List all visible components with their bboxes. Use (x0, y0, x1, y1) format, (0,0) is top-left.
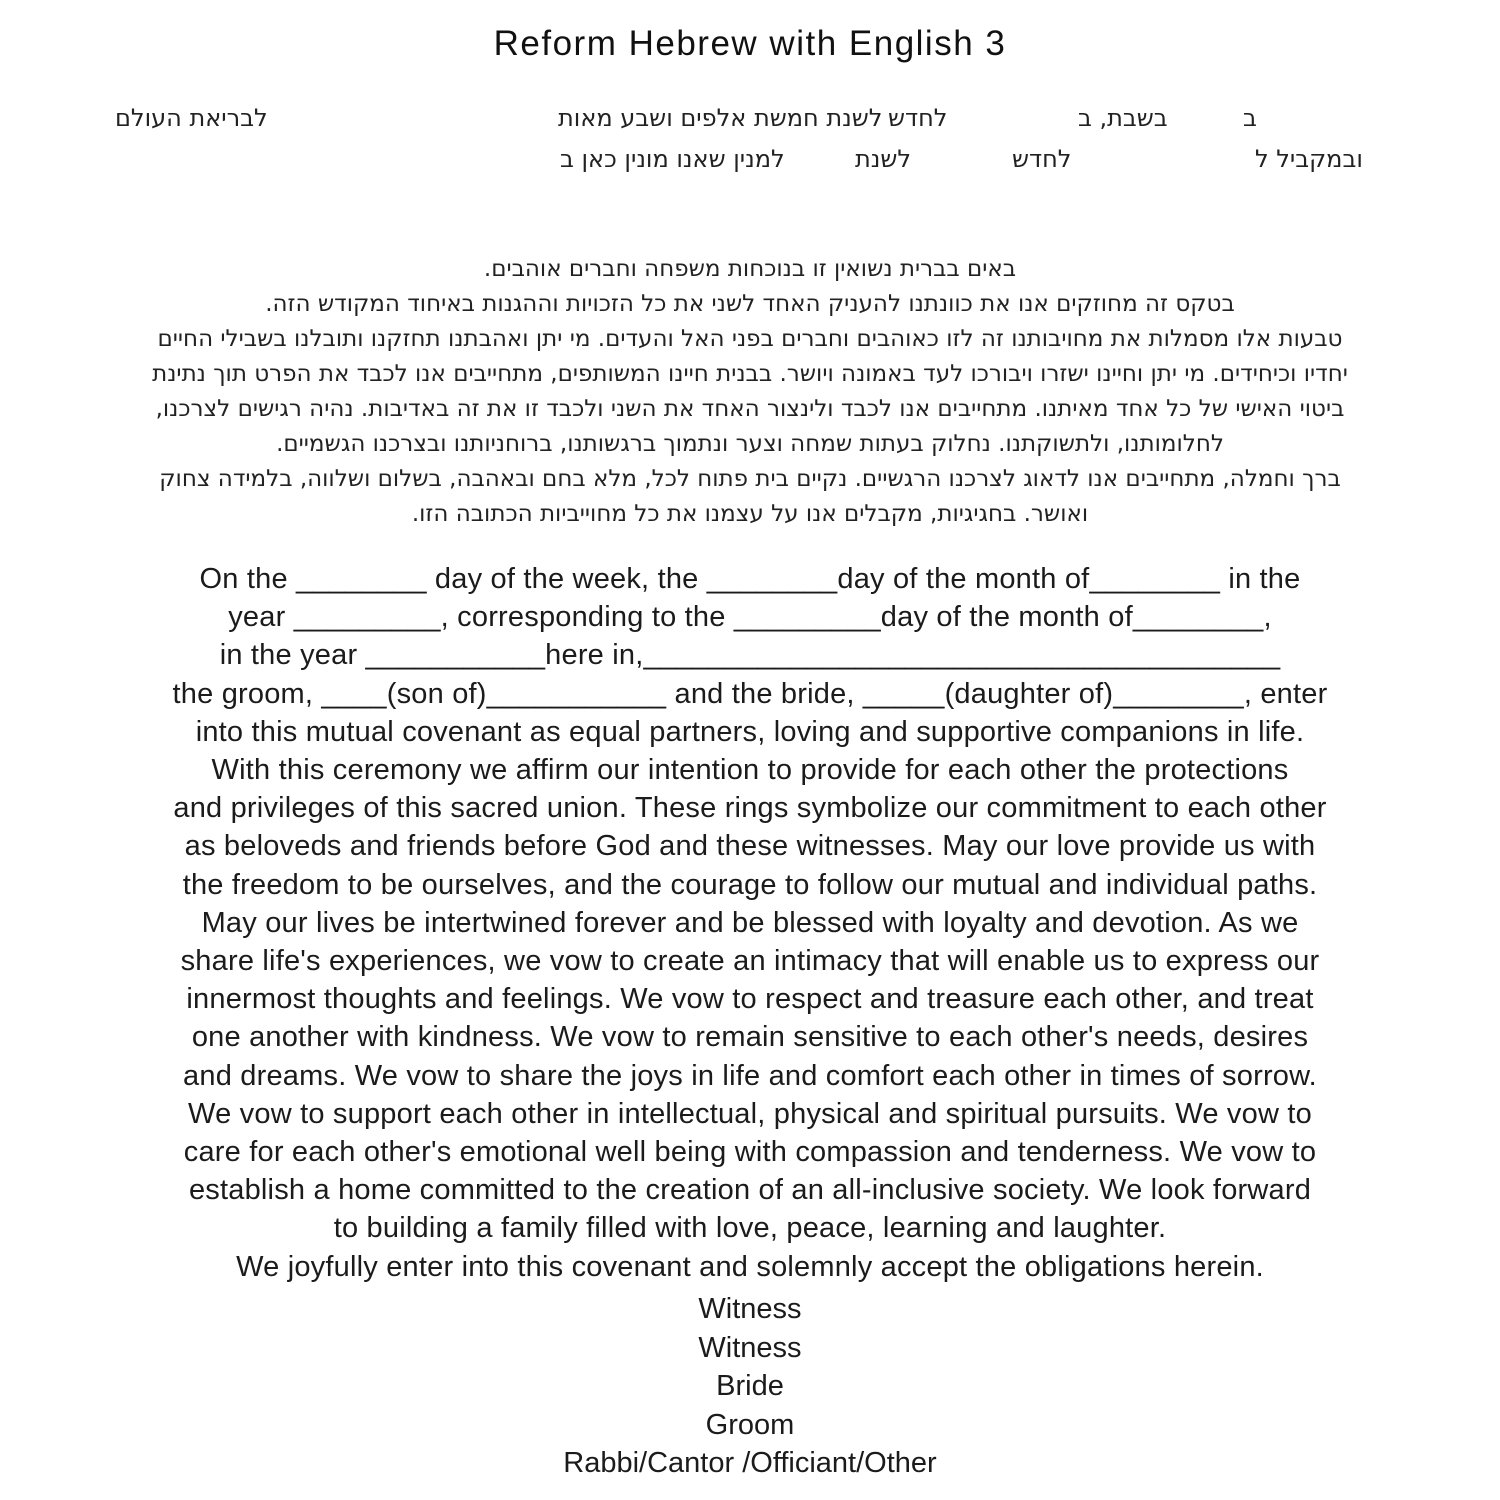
hebrew-text-line: ואושר. בחגיגיות, מקבלים אנו על עצמנו את כל מחוייביות הכתובה הזו. (411, 501, 1089, 527)
english-text-line: as beloveds and friends before God and these witnesses. May our love provide us with (184, 830, 1316, 863)
english-text-line: the groom, ____(son of)___________ and the bride, _____(daughter of)________, enter (172, 677, 1328, 710)
signature-label-bride: Bride (716, 1370, 784, 1403)
english-text-line: share life's experiences, we vow to create an intimacy that will enable us to express our (180, 945, 1320, 978)
english-text-line: the freedom to be ourselves, and the courage to follow our mutual and individual paths. (182, 868, 1318, 901)
english-text-line: We vow to support each other in intellectual, physical and spiritual pursuits. We vow to (188, 1097, 1312, 1130)
signature-label-officiant: Rabbi/Cantor /Officiant/Other (563, 1447, 937, 1480)
hebrew-text-line: ברך וחמלה, מתחייבים אנו לדאוג לצרכנו הרגשיים. נקיים בית פתוח לכל, מלא בחם ובאהבה, בשלום ושלווה, בלמידה צחוק (159, 466, 1341, 492)
english-text-line: On the ________ day of the week, the ________day of the month of________ in the (199, 563, 1301, 595)
hebrew-text-line: בטקס זה מחוזקים אנו את כוונתנו להעניק האחד לשני את כל הזכויות וההגנות באיחוד המקודש הזה. (265, 291, 1235, 317)
hebrew-text-line: לחלומותנו, ולתשוקתנו. נחלוק בעתות שמחה וצער ונתמוך ברגשותנו, ברוחניותנו ובצרכנו הגשמיים. (276, 431, 1224, 457)
english-text-line: to building a family filled with love, peace, learning and laughter. (333, 1212, 1167, 1245)
english-text-line: year _________, corresponding to the _________day of the month of________, (228, 601, 1272, 634)
hebrew-text-line: יחדיו וכיחידים. מי יתן וחיינו ישזרו ויבורכו לעד באמונה ויושר. בבנית חיינו המשותפים, מתחייבים אנו לכבד את הפרט תוך נתינת (152, 361, 1348, 387)
english-text-line: May our lives be intertwined forever and be blessed with loyalty and devotion. As we (201, 906, 1299, 939)
signature-label-witness-1: Witness (698, 1293, 802, 1325)
signature-block (75, 1290, 1425, 1483)
hebrew-header-word-leminyan: למנין שאנו מונין כאן ב (560, 145, 785, 173)
hebrew-header-word-uvemakbil: ובמקביל ל (1255, 145, 1363, 173)
english-text-line: and dreams. We vow to share the joys in life and comfort each other in times of sorrow. (183, 1059, 1317, 1092)
hebrew-header-word-lishnat: לשנת חמשת אלפים ושבע מאות (558, 104, 883, 132)
hebrew-text-line: באים בברית נשואין זו בנוכחות משפחה וחברים אוהבים. (483, 256, 1017, 282)
page-title: Reform Hebrew with English 3 (493, 24, 1007, 63)
hebrew-header-word-lachodesh: לחדש (888, 104, 948, 132)
hebrew-header-word-bet: ב (1243, 104, 1257, 132)
english-text-line: With this ceremony we affirm our intention to provide for each other the protections (211, 754, 1289, 787)
hebrew-text-line: טבעות אלו מסמלות את מחויבותנו זה לזו כאוהבים וחברים בפני האל והעדים. מי יתן ואהבתנו תחזקנו ותובלנו בשבילי החיים (157, 326, 1343, 352)
english-text-line: establish a home committed to the creation of an all-inclusive society. We look forward (188, 1174, 1312, 1207)
hebrew-header-word-lishnat-2: לשנת (855, 145, 912, 173)
english-text-line: and privileges of this sacred union. These rings symbolize our commitment to each other (173, 792, 1327, 825)
english-text-line: We joyfully enter into this covenant and solemnly accept the obligations herein. (236, 1250, 1264, 1283)
hebrew-header-word-beshabbat: בשבת, ב (1078, 104, 1168, 132)
hebrew-header-word-lachodesh-2: לחדש (1012, 145, 1072, 173)
hebrew-paragraph (70, 252, 1430, 532)
signature-label-witness-2: Witness (698, 1331, 802, 1364)
english-text-line: innermost thoughts and feelings. We vow to respect and treasure each other, and treat (186, 983, 1314, 1016)
hebrew-header-word-livriat-haolam: לבריאת העולם (115, 104, 268, 132)
english-text-line: in the year ___________here in,_______________________________________ (219, 639, 1281, 672)
english-paragraph (75, 560, 1425, 1286)
english-text-line: one another with kindness. We vow to remain sensitive to each other's needs, desires (191, 1021, 1309, 1054)
hebrew-text-line: ביטוי האישי של כל אחד מאיתנו. מתחייבים אנו לכבד ולינצור האחד את השני ולכבד זו את זה באדיבות. נהיה רגישים לצרכנו, (155, 396, 1345, 422)
english-text-line: into this mutual covenant as equal partners, loving and supportive companions in life. (195, 715, 1305, 748)
signature-label-groom: Groom (705, 1408, 795, 1441)
english-text-line: care for each other's emotional well being with compassion and tenderness. We vow to (183, 1136, 1317, 1169)
